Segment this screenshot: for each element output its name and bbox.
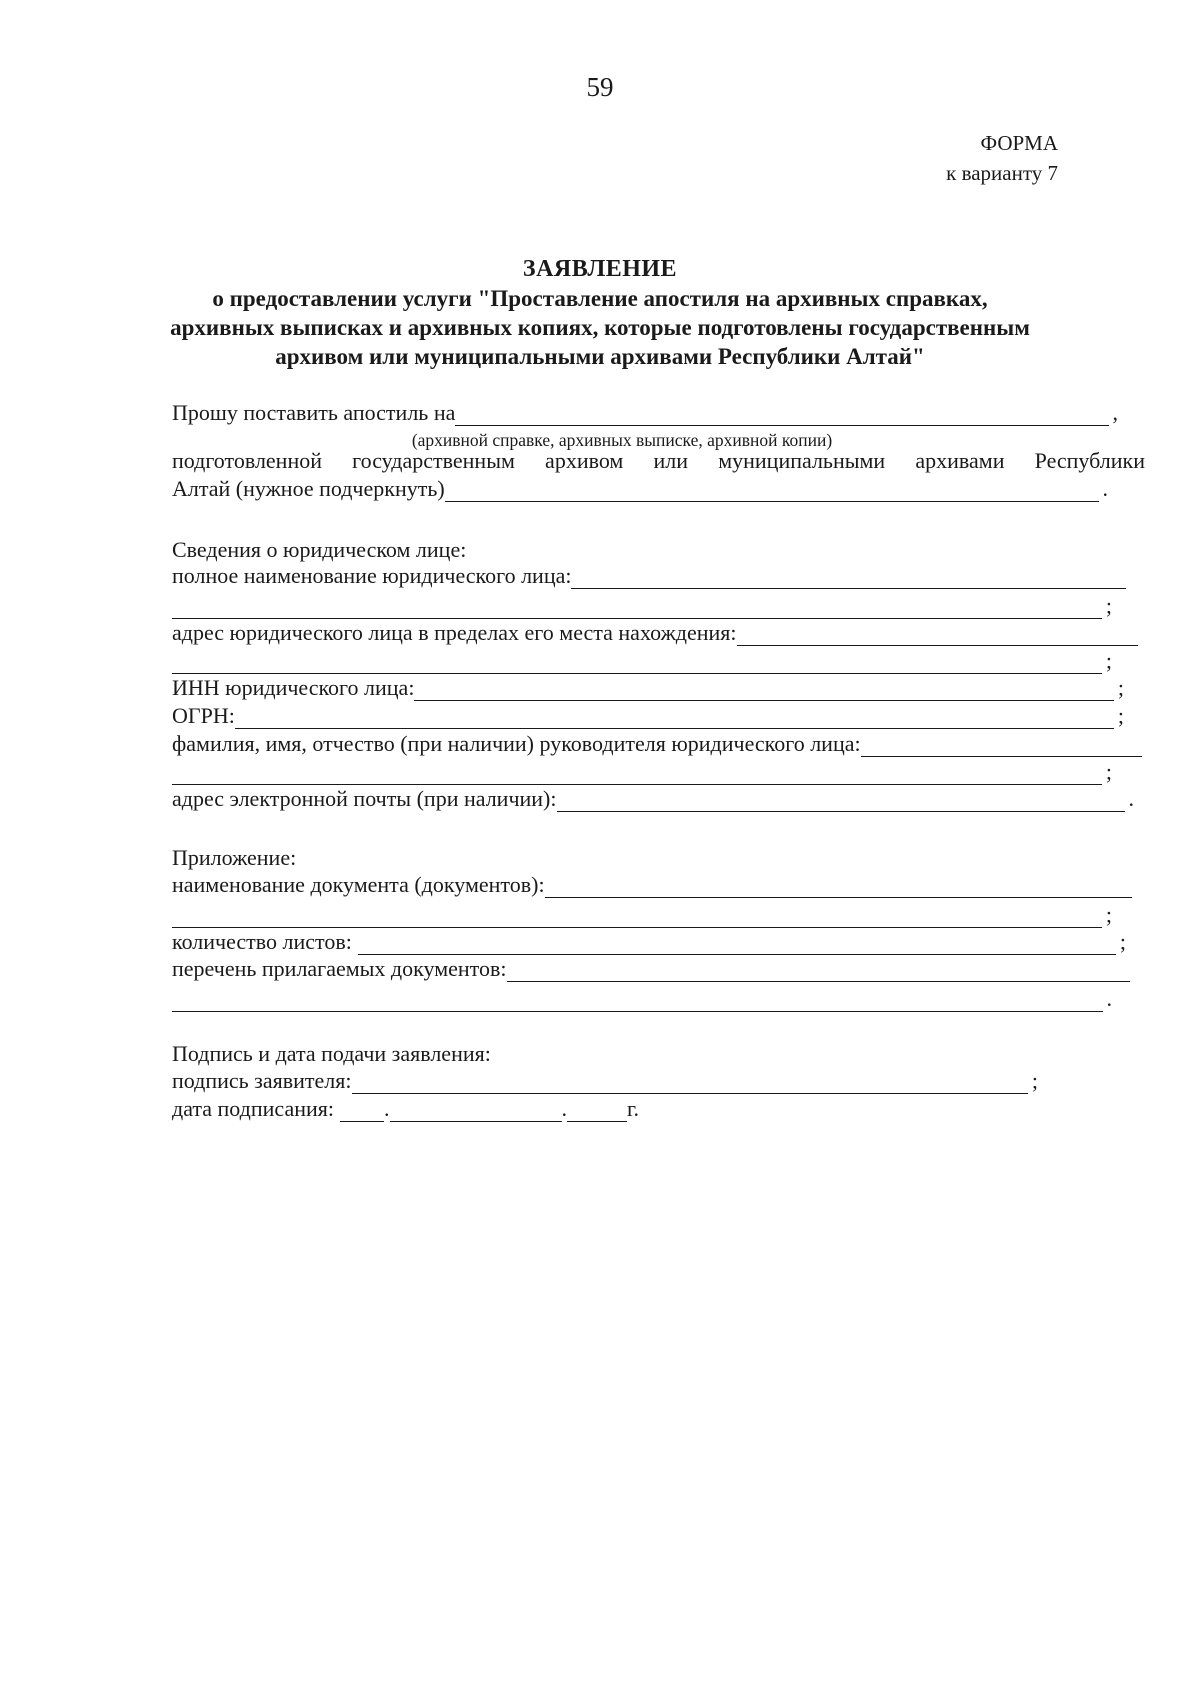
- ogrn-field[interactable]: [235, 707, 1114, 729]
- comma: ,: [1112, 400, 1118, 425]
- apostille-on-field[interactable]: [455, 404, 1108, 426]
- semicolon: ;: [1117, 703, 1124, 728]
- head-name-label: фамилия, имя, отчество (при наличии) руководителя юридического лица:: [172, 731, 861, 756]
- address-label: адрес юридического лица в пределах его места нахождения:: [172, 620, 737, 645]
- full-name-field-cont[interactable]: [172, 597, 1102, 619]
- date-dot: .: [384, 1096, 390, 1121]
- apostille-on-label: Прошу поставить апостиль на: [172, 400, 456, 425]
- date-month-field[interactable]: [390, 1100, 562, 1122]
- apostille-on-row: [172, 400, 1118, 426]
- doc-list-label: перечень прилагаемых документов:: [172, 956, 507, 981]
- semicolon: ;: [1105, 593, 1112, 618]
- doc-list-row: [172, 956, 1130, 982]
- full-name-cont-row: [172, 593, 1112, 619]
- period: .: [1128, 786, 1134, 811]
- semicolon: ;: [1119, 929, 1126, 954]
- altai-field[interactable]: [445, 480, 1099, 502]
- sheets-row: [172, 929, 1126, 955]
- title-line-3: архивных выписках и архивных копиях, которые подготовлены государственным: [170, 315, 1030, 340]
- title-line-2: о предоставлении услуги "Проставление апостиля на архивных справках,: [212, 286, 988, 311]
- date-day-field[interactable]: [340, 1100, 384, 1122]
- address-field[interactable]: [737, 624, 1138, 646]
- form-label: ФОРМА: [980, 131, 1058, 155]
- full-name-field[interactable]: [571, 567, 1126, 589]
- apostille-on-hint: (архивной справке, архивных выписке, архивной копии): [411, 430, 833, 450]
- full-name-label: полное наименование юридического лица:: [172, 563, 572, 588]
- year-suffix: г.: [627, 1096, 640, 1121]
- doc-name-label: наименование документа (документов):: [172, 872, 545, 897]
- date-dot: .: [561, 1096, 567, 1121]
- inn-row: [172, 675, 1124, 701]
- variant-label: к варианту 7: [946, 161, 1058, 185]
- email-row: [172, 786, 1134, 812]
- address-row: [172, 620, 1138, 646]
- page-number: 59: [586, 72, 614, 102]
- ogrn-row: [172, 703, 1124, 729]
- date-year-field[interactable]: [567, 1100, 627, 1122]
- head-name-cont-row: [172, 759, 1112, 785]
- semicolon: ;: [1105, 648, 1112, 673]
- doc-name-field-cont[interactable]: [172, 906, 1102, 928]
- sign-label: подпись заявителя:: [172, 1068, 352, 1093]
- sign-field[interactable]: [352, 1072, 1028, 1094]
- email-label: адрес электронной почты (при наличии):: [172, 786, 557, 811]
- title-line-1: ЗАЯВЛЕНИЕ: [522, 256, 678, 282]
- document-title: [150, 255, 1050, 371]
- altai-row: [172, 476, 1108, 502]
- semicolon: ;: [1031, 1068, 1038, 1093]
- signature-heading: Подпись и дата подачи заявления:: [172, 1041, 491, 1066]
- date-row: [172, 1096, 639, 1122]
- doc-name-field[interactable]: [545, 876, 1132, 898]
- full-name-row: [172, 563, 1126, 589]
- ogrn-label: ОГРН:: [172, 703, 235, 728]
- title-line-4: архивом или муниципальными архивами Республики Алтай": [275, 344, 925, 369]
- head-name-field[interactable]: [861, 735, 1142, 757]
- form-header: [946, 128, 1058, 188]
- doc-name-cont-row: [172, 902, 1112, 928]
- doc-list-field-cont[interactable]: [172, 990, 1103, 1012]
- sheets-field[interactable]: [358, 933, 1116, 955]
- address-cont-row: [172, 648, 1112, 674]
- altai-label: Алтай (нужное подчеркнуть): [172, 476, 445, 501]
- legal-entity-heading: Сведения о юридическом лице:: [172, 537, 467, 562]
- email-field[interactable]: [557, 790, 1125, 812]
- semicolon: ;: [1117, 675, 1124, 700]
- prepared-by-line: подготовленной государственным архивом или муниципальными архивами Республики: [172, 448, 1145, 473]
- inn-label: ИНН юридического лица:: [172, 675, 415, 700]
- semicolon: ;: [1105, 759, 1112, 784]
- attachment-heading: Приложение:: [172, 845, 297, 870]
- period: .: [1102, 476, 1108, 501]
- head-name-field-cont[interactable]: [172, 763, 1102, 785]
- semicolon: ;: [1105, 902, 1112, 927]
- period: .: [1106, 986, 1112, 1011]
- date-label: дата подписания:: [172, 1096, 334, 1121]
- sheets-label: количество листов:: [172, 929, 352, 954]
- sign-row: [172, 1068, 1038, 1094]
- doc-name-row: [172, 872, 1132, 898]
- head-name-row: [172, 731, 1142, 757]
- doc-list-cont-row: [172, 986, 1112, 1012]
- doc-list-field[interactable]: [507, 960, 1130, 982]
- inn-field[interactable]: [414, 679, 1113, 701]
- address-field-cont[interactable]: [172, 652, 1102, 674]
